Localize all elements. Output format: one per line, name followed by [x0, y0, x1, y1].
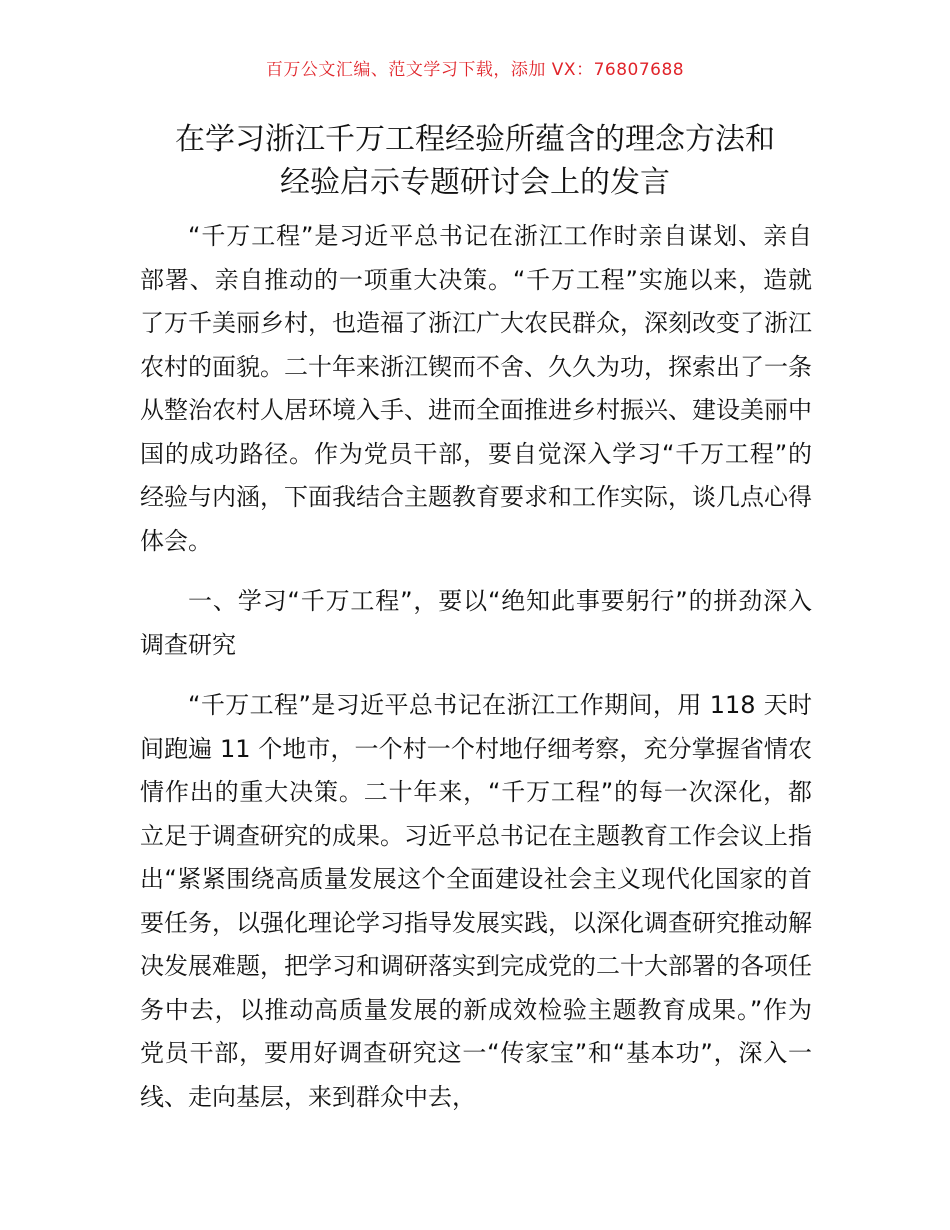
header-watermark-note: 百万公文汇编、范文学习下载，添加 VX：76807688 [265, 60, 685, 80]
title-line-1: 在学习浙江千万工程经验所蕴含的理念方法和 [175, 122, 775, 157]
document-body [140, 215, 812, 1119]
section-1-paragraph: “千万工程”是习近平总书记在浙江工作期间，用 118 天时间跑遍 11 个地市，一个村一个村地仔细考察，充分掌握省情农情作出的重大决策。二十年来，“千万工程”的每一次深化，都立足于调查研究的成果。习近平总书记在主题教育工作会议上指出“紧紧围绕高质量发展这个全面建设社会主义现代化国家的首要任务，以强化理论学习指导发展实践，以深化调查研究推动解决发展难题，把学习和调研落实到完成党的二十大部署的各项任务中去，以推动高质量发展的新成效检验主题教育成果。”作为党员干部，要用好调查研究这一“传家宝”和“基本功”，深入一线、走向基层，来到群众中去， [140, 691, 812, 1111]
intro-paragraph: “千万工程”是习近平总书记在浙江工作时亲自谋划、亲自部署、亲自推动的一项重大决策。“千万工程”实施以来，造就了万千美丽乡村，也造福了浙江广大农民群众，深刻改变了浙江农村的面貌。二十年来浙江锲而不舍、久久为功，探索出了一条从整治农村人居环境入手、进而全面推进乡村振兴、建设美丽中国的成功路径。作为党员干部，要自觉深入学习“千万工程”的经验与内涵，下面我结合主题教育要求和工作实际，谈几点心得体会。 [140, 222, 812, 555]
title-line-2: 经验启示专题研讨会上的发言 [280, 165, 670, 200]
document-title [120, 118, 830, 204]
section-heading-1: 一、学习“千万工程”，要以“绝知此事要躬行”的拼劲深入调查研究 [140, 587, 812, 659]
